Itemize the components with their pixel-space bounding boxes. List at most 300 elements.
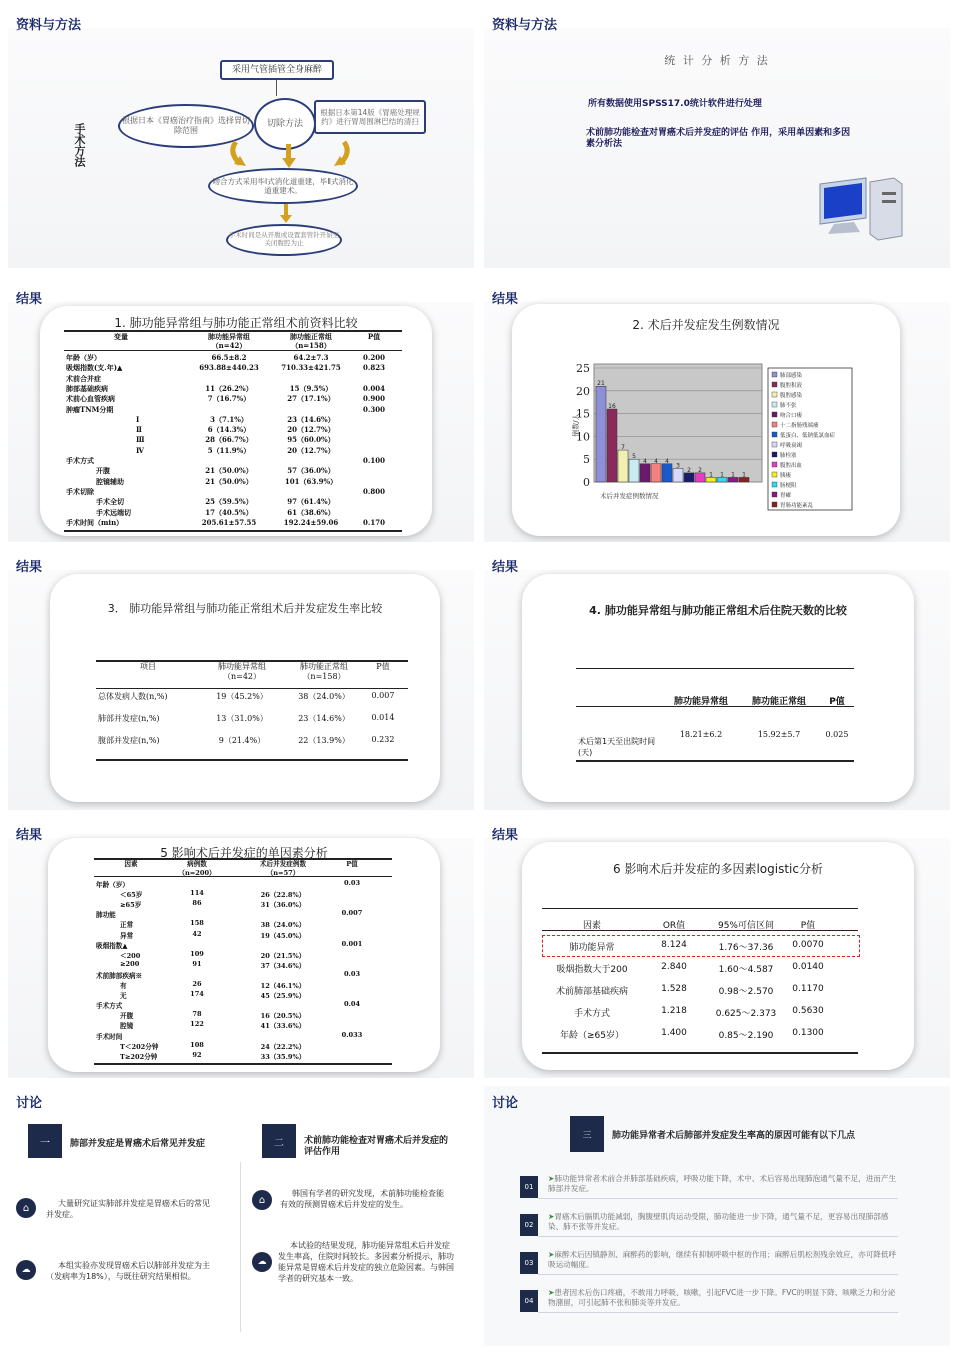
data-label: 1 <box>709 471 713 479</box>
table-cell: 0.001 <box>341 939 363 948</box>
legend-label: 腹腔出血 <box>780 463 803 469</box>
legend-label: 肺栓塞 <box>780 453 797 459</box>
data-label: 3 <box>676 462 680 470</box>
table-cell: 0.200 <box>363 353 385 362</box>
legend-swatch <box>772 402 777 407</box>
table-cell: 20（12.7%） <box>287 445 335 455</box>
table-cell: 192.24±59.06 <box>283 517 339 527</box>
table-cell: 114 <box>190 889 204 898</box>
bullet-arrow-icon: ➤ <box>548 1250 555 1259</box>
table-title: 6 影响术后并发症的多因素logistic分析 <box>613 862 823 876</box>
row-label: 术前心血管疾病 <box>66 394 115 404</box>
data-label: 5 <box>632 453 636 461</box>
bar <box>607 409 617 482</box>
bar <box>596 386 606 482</box>
table-rule <box>64 530 402 532</box>
row-label: 术前合并症 <box>66 373 101 383</box>
table-cell: 122 <box>190 1020 204 1029</box>
table-cell: 61（38.6%） <box>287 507 335 517</box>
home-icon: ⌂ <box>16 1198 36 1218</box>
table-cell: 28（66.7%） <box>205 435 253 445</box>
reason-text-body: 胃癌术后膈肌功能减弱，胸腹壁肌肉运动受限，肺功能进一步下降，通气量不足，更容易出现肺部感染、肺不张等并发症。 <box>548 1212 889 1231</box>
slide-title: 结果 <box>16 828 43 843</box>
data-label: 4 <box>665 457 669 465</box>
table-cell: 64.2±7.3 <box>293 353 329 362</box>
bar <box>651 464 661 482</box>
table-cell: 26 <box>192 980 202 988</box>
bar <box>629 459 639 482</box>
table-cell: 0.1170 <box>792 984 824 994</box>
legend-swatch <box>772 502 777 507</box>
row-label: 吸烟指数大于200 <box>556 965 628 975</box>
row-label: 术后第1天至出院时间(天) <box>578 737 656 757</box>
table-header: P值 <box>800 921 816 931</box>
divider <box>538 1236 898 1237</box>
table-cell: 0.900 <box>363 394 385 404</box>
slide-title: 结果 <box>492 292 519 307</box>
table-cell: 1.400 <box>661 1028 687 1038</box>
bar <box>695 473 705 482</box>
table-cell: 3（7.1%） <box>210 414 248 424</box>
table-title: 3． 肺功能异常组与肺功能正常组术后并发症发生率比较 <box>107 602 383 615</box>
table-cell: 78 <box>192 1010 202 1019</box>
table-cell: 1.76～37.36 <box>718 943 774 953</box>
paragraph-3: 韩国有学者的研究发现，术前肺功能检查能有效的预测胃癌术后并发症的发生。 <box>280 1189 444 1209</box>
anesthesia-box: 采用气管插管全身麻醉 <box>220 60 334 80</box>
slide-title: 资料与方法 <box>492 18 558 33</box>
table-cell: 0.007 <box>371 691 395 700</box>
table-cell: 18.21±6.2 <box>679 730 723 739</box>
legend-swatch <box>772 382 777 387</box>
row-label: T＜202分钟 <box>120 1042 159 1051</box>
row-label: 手术方式 <box>96 1002 123 1011</box>
legend-label: 低蛋白、低钠低氯血症 <box>780 433 836 439</box>
badge-three: 三 <box>570 1116 604 1152</box>
complication-bar-chart <box>512 304 900 536</box>
y-tick-label: 20 <box>576 384 590 398</box>
legend-swatch <box>772 442 777 447</box>
table-header: 肺功能正常组 （n=158） <box>300 662 348 681</box>
slide-surgery-method <box>8 8 474 268</box>
row-label: 年龄（岁） <box>66 353 101 362</box>
row-label: 肺部并发症(n,%) <box>98 714 160 723</box>
legend-swatch <box>772 432 777 437</box>
table-cell: 0.0140 <box>792 962 824 972</box>
badge-one: 一 <box>28 1124 62 1158</box>
row-label: 手术时间（min） <box>66 517 124 527</box>
table-cell: 1.528 <box>661 984 687 994</box>
bar <box>662 464 672 482</box>
legend-label: 吻合口瘘 <box>780 413 803 419</box>
table-cell: 19（45.2%） <box>216 692 268 701</box>
row-label: 腔镜 <box>120 1022 134 1031</box>
table-cell: 19（45.0%） <box>260 931 306 940</box>
table-cell: 22（13.9%） <box>298 736 350 745</box>
row-label: 手术切除 <box>66 486 94 496</box>
slide-univariate <box>8 818 474 1078</box>
reason-number: 04 <box>520 1290 538 1312</box>
table-rule <box>576 760 854 762</box>
legend-label: 十二指肠残端瘘 <box>780 423 819 429</box>
reason-text <box>548 1212 898 1232</box>
y-tick-label: 0 <box>583 476 590 489</box>
bar <box>673 468 683 482</box>
row-label: 异常 <box>120 931 134 940</box>
slide-title: 资料与方法 <box>16 18 82 33</box>
reason-text <box>548 1174 898 1194</box>
table-cell: 12（46.1%） <box>260 982 306 990</box>
paragraph-4: 本试验的结果发现，肺功能异常组术后并发症发生率高，住院时间较长。多因素分析提示，肺功能异常是胃癌术后并发症的独立危险因素。与韩国学者的研究基本一致。 <box>278 1241 454 1283</box>
x-axis-label: 术后并发症例数情况 <box>600 492 659 500</box>
table-cell: 0.98～2.570 <box>718 987 774 997</box>
computer-icon <box>814 176 906 244</box>
row-label: 年龄（岁） <box>96 881 129 889</box>
slide-complication-chart <box>484 282 950 542</box>
table-header: 肺功能异常组 <box>673 697 728 707</box>
table-cell: 205.61±57.55 <box>201 517 257 527</box>
row-label: 腹部并发症(n,%) <box>98 736 160 745</box>
row-label: 吸烟指数(支.年)▲ <box>66 363 123 373</box>
table-cell: 41（33.6%） <box>260 1022 306 1031</box>
table-cell: 174 <box>190 990 204 999</box>
y-tick-label: 10 <box>576 430 590 444</box>
row-label: ≥65岁 <box>120 901 142 910</box>
legend-label: 胰瘘 <box>780 473 792 479</box>
slide-postop-incidence <box>8 550 474 810</box>
row-label: 腔镜辅助 <box>96 476 124 486</box>
data-label: 16 <box>608 403 616 411</box>
table-cell: 20（12.7%） <box>287 425 335 435</box>
legend-label: 胃瘫 <box>780 493 792 499</box>
table-cell: 26（22.8%） <box>260 891 306 900</box>
table-cell: 0.033 <box>341 1030 363 1039</box>
row-label: 正常 <box>120 921 134 930</box>
legend-swatch <box>772 492 777 497</box>
slide-title: 讨论 <box>16 1096 43 1111</box>
table-header: OR值 <box>662 921 686 931</box>
table-rule <box>542 1052 858 1054</box>
table-header: 因素 <box>582 921 601 931</box>
stat-line-2: 术前肺功能检查对胃癌术后并发症的评估 作用，采用单因素和多因素分析法 <box>586 128 851 149</box>
row-label: 手术方式 <box>66 456 94 465</box>
legend-label: 腹腔积液 <box>780 383 803 389</box>
table-header: 病例数 （n=200） <box>178 860 216 877</box>
table-card <box>50 574 440 802</box>
table-cell: 158 <box>190 919 204 928</box>
table-rule <box>542 930 858 931</box>
reason-text-body: 麻醉术后因镇静剂、麻醉药的影响，继续有抑制呼吸中枢的作用；麻醉后肌松剂残余效应，亦可降低呼吸运动幅度。 <box>548 1250 897 1269</box>
table-cell: 8.124 <box>661 940 687 950</box>
table-header: 因素 <box>124 860 138 868</box>
y-axis-label: 例数/人 <box>572 413 580 437</box>
table-cell: 0.232 <box>371 735 395 744</box>
table-cell: 15.92±5.7 <box>757 730 801 739</box>
row-label: 开腹 <box>120 1012 134 1021</box>
table-header: 95%可信区间 <box>717 921 774 931</box>
legend-swatch <box>772 462 777 467</box>
data-label: 21 <box>597 380 605 388</box>
row-label: 手术时间 <box>96 1032 123 1041</box>
table-cell: 0.823 <box>363 363 385 373</box>
slide-title: 结果 <box>16 560 43 575</box>
table-cell: 25（59.5%） <box>205 497 253 507</box>
table-cell: 101（63.9%） <box>284 476 338 486</box>
table-cell: 1.218 <box>661 1006 687 1016</box>
divider <box>538 1312 898 1313</box>
row-label: 手术方式 <box>573 1009 610 1019</box>
bar <box>684 473 694 482</box>
divider <box>538 1198 898 1199</box>
table-cell: 0.170 <box>363 517 385 527</box>
row-label: 肺功能异常 <box>569 943 615 953</box>
table-card <box>522 842 914 1070</box>
y-tick-label: 5 <box>583 453 590 467</box>
table-rule <box>542 908 858 909</box>
table-cell: 38（24.0%） <box>298 692 350 701</box>
table-header: 肺功能异常组 （n=42） <box>208 332 250 350</box>
row-label: 手术全切 <box>96 497 124 507</box>
table-cell: 66.5±8.2 <box>211 353 247 362</box>
table-cell: 95（60.0%） <box>287 435 335 445</box>
table-cell: 21（50.0%） <box>205 476 253 486</box>
table-cell: 0.04 <box>343 1000 361 1009</box>
anastomosis-oval: 吻合方式采用毕Ⅰ式消化道重建，毕Ⅱ式消化道重建术。 <box>208 168 358 204</box>
cloud-icon: ☁ <box>252 1252 272 1272</box>
bar <box>618 450 628 482</box>
table-rule <box>576 706 854 707</box>
table-cell: 13（31.0%） <box>216 714 268 723</box>
table-rule <box>576 668 854 669</box>
reason-text-body: 肺功能异常者术前合并肺部基础疾病，呼吸功能下降，术中、术后容易出现肺泡通气量不足，进而产生肺部并发症。 <box>548 1174 897 1193</box>
table-cell: 86 <box>192 899 202 908</box>
slide-title: 结果 <box>492 828 519 843</box>
table-cell: 92 <box>192 1050 202 1059</box>
row-label: 年龄（≥65岁） <box>560 1031 624 1041</box>
table-cell: 42 <box>192 929 202 938</box>
data-label: 1 <box>720 471 724 479</box>
slide-hospital-stay <box>484 550 950 810</box>
data-label: 2 <box>698 466 702 474</box>
table-header: P值 <box>829 697 845 707</box>
reason-number: 02 <box>520 1214 538 1236</box>
slide-title: 结果 <box>16 292 43 307</box>
heading-two: 术前肺功能检查对胃癌术后并发症的评估作用 <box>304 1136 449 1157</box>
down-arrow <box>280 204 292 224</box>
stat-line-1: 所有数据使用SPSS17.0统计软件进行处理 <box>588 99 762 109</box>
table-cell: 24（22.2%） <box>260 1042 306 1051</box>
table-cell: 97（61.4%） <box>287 497 335 507</box>
table-cell: 21（50.0%） <box>205 466 253 476</box>
table-title: 4. 肺功能异常组与肺功能正常组术后住院天数的比较 <box>589 604 847 617</box>
slide-stat-method <box>484 8 950 268</box>
reason-text <box>548 1288 898 1308</box>
table-cell: 20（21.5%） <box>260 951 306 960</box>
row-label: ＜200 <box>120 951 141 960</box>
row-label: 手术远端切 <box>96 507 131 517</box>
table-cell: 0.03 <box>343 969 361 978</box>
table-rule <box>94 876 392 877</box>
table-cell: 91 <box>192 959 202 968</box>
data-label: 4 <box>643 457 647 465</box>
table-cell: 37（34.6%） <box>260 961 306 970</box>
table-cell: 33（35.9%） <box>260 1052 306 1061</box>
table-cell: 45（25.9%） <box>260 992 306 1001</box>
table-title: 5 影响术后并发症的单因素分析 <box>160 846 328 860</box>
row-label: 术前肺部基础疾病 <box>555 987 628 997</box>
slide-preop-comparison <box>8 282 474 542</box>
table-cell: 0.025 <box>825 730 849 739</box>
badge-two: 二 <box>262 1124 296 1158</box>
heading-one: 肺部并发症是胃癌术后常见并发症 <box>70 1139 206 1149</box>
chart-card <box>512 304 900 536</box>
bar <box>640 464 650 482</box>
table-rule <box>94 1063 392 1065</box>
data-label: 1 <box>731 471 735 479</box>
data-label: 1 <box>742 471 746 479</box>
table-rule <box>96 759 408 761</box>
table-header: 肺功能正常组 （n=158） <box>290 332 332 350</box>
y-tick-label: 15 <box>576 407 590 421</box>
row-label: 有 <box>120 982 127 990</box>
legend-swatch <box>772 372 777 377</box>
row-label: 吸烟指数▲ <box>96 941 128 950</box>
table-header: P值 <box>367 332 381 341</box>
table-cell: 0.007 <box>341 909 363 918</box>
row-label: ＜65岁 <box>120 891 143 900</box>
table-cell: 2.840 <box>661 962 687 972</box>
table-cell: 710.33±421.75 <box>281 363 341 373</box>
resection-range-oval: 根据日本《胃癌治疗指南》选择胃切除范围 <box>118 104 254 148</box>
data-label: 2 <box>687 466 691 474</box>
row-label: Ⅱ <box>136 425 142 435</box>
table-cell: 108 <box>190 1040 204 1049</box>
home-icon: ⌂ <box>252 1190 272 1210</box>
table-cell: 0.100 <box>363 456 385 465</box>
data-label: 4 <box>654 457 658 465</box>
row-label: Ⅲ <box>136 435 145 445</box>
paragraph-1: 大量研究证实肺部并发症是胃癌术后的常见并发症。 <box>46 1199 210 1219</box>
reason-number: 03 <box>520 1252 538 1274</box>
row-label: 肺部基础疾病 <box>66 383 108 393</box>
table-header: 肺功能异常组 （n=42） <box>218 662 266 681</box>
legend-swatch <box>772 472 777 477</box>
table-cell: 15（9.5%） <box>289 383 333 393</box>
table-cell: 23（14.6%） <box>298 714 350 723</box>
table-card <box>48 838 440 1072</box>
legend-swatch <box>772 422 777 427</box>
row-label: 开腹 <box>96 466 110 476</box>
heading-three: 肺功能异常者术后肺部并发症发生率高的原因可能有以下几点 <box>612 1131 856 1141</box>
legend-label: 肠梗阻 <box>780 483 797 489</box>
table-header: P值 <box>346 860 358 868</box>
legend-label: 肺部感染 <box>780 373 803 379</box>
table-cell: 0.1300 <box>792 1028 824 1038</box>
legend-swatch <box>772 392 777 397</box>
table-cell: 9（21.4%） <box>218 736 266 745</box>
chart-title: 2. 术后并发症发生例数情况 <box>632 318 780 332</box>
legend-label: 胃肠功能紊乱 <box>780 503 814 509</box>
table-cell: 27（17.1%） <box>287 394 335 404</box>
slide-multivariate <box>484 818 950 1078</box>
legend-swatch <box>772 452 777 457</box>
table-cell: 0.625～2.373 <box>715 1009 777 1019</box>
y-tick-label: 25 <box>576 362 590 375</box>
table-cell: 1.60～4.587 <box>718 965 774 975</box>
highlight-box <box>542 935 860 957</box>
cloud-icon: ☁ <box>16 1260 36 1280</box>
table-cell: 0.800 <box>363 486 385 496</box>
row-label: 术前肺部疾病※ <box>96 971 143 980</box>
row-label: Ⅰ <box>136 414 140 424</box>
table-cell: 0.004 <box>363 383 385 393</box>
data-label: 7 <box>621 444 625 452</box>
table-header: 术后并发症例数 （n=57） <box>259 860 307 877</box>
table-rule <box>64 350 402 351</box>
slide-discussion-2 <box>484 1086 950 1346</box>
table-cell: 0.03 <box>343 879 361 887</box>
resection-method-oval: 切除方法 <box>254 98 316 150</box>
legend-label: 肺不张 <box>780 403 797 409</box>
legend-swatch <box>772 412 777 417</box>
table-cell: 0.5630 <box>792 1006 824 1016</box>
bullet-arrow-icon: ➤ <box>548 1288 555 1297</box>
reason-text-body: 患者因术后伤口疼痛，不敢用力呼吸、咳嗽，引起FVC进一步下降。FVC的明显下降、咳嗽乏力和分泌物潴留，可引起肺不张和肺炎等并发症。 <box>548 1288 896 1307</box>
table-cell: 6（14.3%） <box>207 425 251 435</box>
operation-time-oval: 手术时间是从开腹或设置套管针开始至关闭腹腔为止 <box>226 224 342 256</box>
row-label: 肿瘤TNM分期 <box>66 404 114 414</box>
table-header: 肺功能正常组 <box>751 697 806 707</box>
table-cell: 0.014 <box>371 713 395 722</box>
lymph-node-box: 根据日本第14版《胃癌处理规约》进行胃周围淋巴结的清扫 <box>314 100 426 134</box>
reason-number: 01 <box>520 1176 538 1198</box>
table-cell: 57（36.0%） <box>287 466 335 476</box>
row-label: 无 <box>120 992 127 1001</box>
row-label: 肺功能 <box>96 911 116 920</box>
table-cell: 0.85～2.190 <box>718 1031 774 1041</box>
bullet-arrow-icon: ➤ <box>548 1174 555 1183</box>
table-header: P值 <box>376 662 390 671</box>
table-title: 1. 肺功能异常组与肺功能正常组术前资料比较 <box>114 316 358 330</box>
legend-swatch <box>772 482 777 487</box>
table-cell: 16（20.5%） <box>260 1012 306 1021</box>
table-cell: 109 <box>190 949 204 958</box>
table-cell: 17（40.5%） <box>205 507 253 517</box>
slide-title: 讨论 <box>492 1096 519 1111</box>
legend-label: 呼吸衰竭 <box>780 443 803 449</box>
table-cell: 693.88±440.23 <box>199 363 259 373</box>
table-rule <box>96 688 408 689</box>
table-cell: 31（36.0%） <box>260 901 306 910</box>
divider <box>538 1274 898 1275</box>
table-cell: 38（24.0%） <box>260 921 306 930</box>
side-label: 手术方法 <box>73 123 86 167</box>
table-cell: 7（16.7%） <box>207 394 251 404</box>
paragraph-2: 本组实验亦发现胃癌术后以肺部并发症为主（发病率为18%），与既往研究结果相似。 <box>46 1261 210 1281</box>
table-cell: 5（11.9%） <box>207 445 251 455</box>
table-card <box>40 306 432 536</box>
stat-heading: 统 计 分 析 方 法 <box>664 54 770 67</box>
row-label: Ⅳ <box>136 445 144 455</box>
legend-label: 腹腔感染 <box>780 393 803 399</box>
slide-title: 结果 <box>492 560 519 575</box>
flow-arrows <box>226 136 356 170</box>
table-card <box>522 574 914 802</box>
table-cell: 0.300 <box>363 404 385 414</box>
row-label: ≥200 <box>120 959 140 968</box>
row-label: 总体发病人数(n,%) <box>98 692 168 701</box>
table-header: 变量 <box>114 332 128 341</box>
slide-discussion-1 <box>8 1086 474 1346</box>
